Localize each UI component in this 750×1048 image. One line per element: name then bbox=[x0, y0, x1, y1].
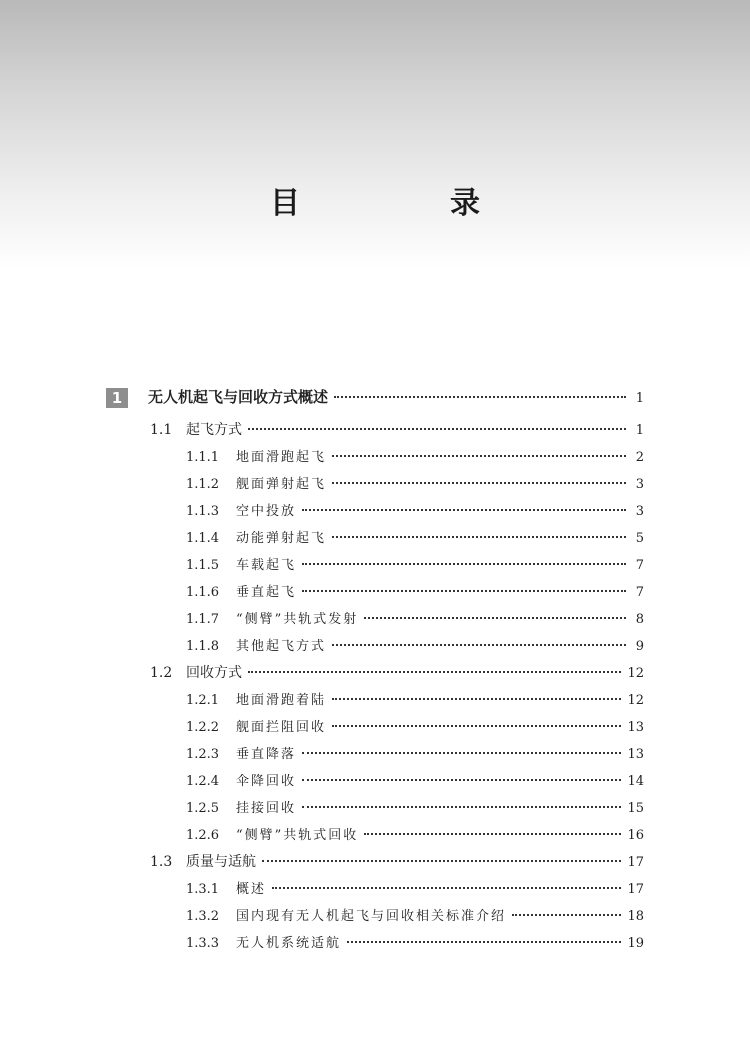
entry-title: 地面滑跑起飞 bbox=[236, 450, 327, 465]
entry-page-number: 13 bbox=[627, 747, 644, 762]
entry-title: 回收方式 bbox=[186, 665, 242, 681]
entry-title: “侧臂”共轨式回收 bbox=[236, 828, 359, 843]
toc-subsection[interactable] bbox=[186, 932, 644, 954]
entry-number: 1.1 bbox=[150, 422, 173, 438]
entry-page-number: 12 bbox=[627, 693, 644, 708]
entry-number: 1.1.6 bbox=[186, 585, 220, 600]
dot-leader bbox=[272, 887, 621, 889]
entry-number: 1.2.2 bbox=[186, 720, 220, 735]
entry-number: 1.3.1 bbox=[186, 882, 220, 897]
dot-leader bbox=[302, 806, 621, 808]
entry-title: 动能弹射起飞 bbox=[236, 531, 327, 546]
dot-leader bbox=[364, 833, 621, 835]
dot-leader bbox=[332, 482, 626, 484]
entry-number: 1.3 bbox=[150, 854, 173, 870]
entry-title: 质量与适航 bbox=[186, 854, 256, 870]
toc-subsection[interactable] bbox=[186, 554, 644, 576]
entry-page-number: 17 bbox=[627, 882, 644, 897]
dot-leader bbox=[332, 536, 626, 538]
toc-subsection[interactable] bbox=[186, 878, 644, 900]
toc-subsection[interactable] bbox=[186, 635, 644, 657]
toc-subsection[interactable] bbox=[186, 905, 644, 927]
toc-subsection[interactable] bbox=[186, 446, 644, 468]
entry-title: “侧臂”共轨式发射 bbox=[236, 612, 359, 627]
entry-title: 起飞方式 bbox=[186, 422, 242, 438]
entry-title: 无人机系统适航 bbox=[236, 936, 342, 951]
entry-title: 其他起飞方式 bbox=[236, 639, 327, 654]
entry-number: 1.1.3 bbox=[186, 504, 220, 519]
entry-page-number: 14 bbox=[627, 774, 644, 789]
entry-number: 1.1.4 bbox=[186, 531, 220, 546]
entry-number: 1.2.4 bbox=[186, 774, 220, 789]
entry-title: 垂直起飞 bbox=[236, 585, 297, 600]
entry-title: 舰面弹射起飞 bbox=[236, 477, 327, 492]
chapter-page-number: 1 bbox=[635, 391, 644, 406]
entry-title: 挂接回收 bbox=[236, 801, 297, 816]
dot-leader bbox=[512, 914, 621, 916]
toc-chapter-1[interactable] bbox=[106, 386, 644, 408]
chapter-number-badge: 1 bbox=[106, 388, 128, 408]
dot-leader bbox=[334, 396, 626, 398]
entry-title: 车载起飞 bbox=[236, 558, 297, 573]
toc-subsection[interactable] bbox=[186, 608, 644, 630]
entry-page-number: 7 bbox=[635, 585, 644, 600]
entry-number: 1.3.3 bbox=[186, 936, 220, 951]
dot-leader bbox=[248, 671, 621, 673]
toc-section[interactable] bbox=[150, 662, 644, 684]
entry-number: 1.2 bbox=[150, 665, 173, 681]
entry-number: 1.2.6 bbox=[186, 828, 220, 843]
entry-page-number: 2 bbox=[635, 450, 644, 465]
toc-subsection[interactable] bbox=[186, 716, 644, 738]
dot-leader bbox=[248, 428, 626, 430]
dot-leader bbox=[364, 617, 626, 619]
entry-number: 1.2.1 bbox=[186, 693, 220, 708]
entry-page-number: 12 bbox=[627, 666, 644, 681]
dot-leader bbox=[332, 644, 626, 646]
dot-leader bbox=[302, 509, 626, 511]
entry-number: 1.1.5 bbox=[186, 558, 220, 573]
toc-subsection[interactable] bbox=[186, 473, 644, 495]
dot-leader bbox=[302, 752, 621, 754]
dot-leader bbox=[302, 590, 626, 592]
entry-number: 1.1.1 bbox=[186, 450, 220, 465]
toc-section[interactable] bbox=[150, 851, 644, 873]
toc-subsection[interactable] bbox=[186, 689, 644, 711]
entry-title: 地面滑跑着陆 bbox=[236, 693, 327, 708]
entry-number: 1.2.5 bbox=[186, 801, 220, 816]
toc-subsection[interactable] bbox=[186, 797, 644, 819]
entry-page-number: 9 bbox=[635, 639, 644, 654]
toc-subsection[interactable] bbox=[186, 824, 644, 846]
toc-subsection[interactable] bbox=[186, 770, 644, 792]
entry-title: 舰面拦阻回收 bbox=[236, 720, 327, 735]
entry-page-number: 19 bbox=[627, 936, 644, 951]
entry-title: 垂直降落 bbox=[236, 747, 297, 762]
toc-section[interactable] bbox=[150, 419, 644, 441]
entry-number: 1.3.2 bbox=[186, 909, 220, 924]
entry-title: 国内现有无人机起飞与回收相关标准介绍 bbox=[236, 909, 507, 924]
dot-leader bbox=[332, 455, 626, 457]
entry-number: 1.1.7 bbox=[186, 612, 220, 627]
entry-page-number: 8 bbox=[635, 612, 644, 627]
chapter-title: 无人机起飞与回收方式概述 bbox=[148, 388, 329, 406]
entry-page-number: 3 bbox=[635, 504, 644, 519]
entry-page-number: 17 bbox=[627, 855, 644, 870]
dot-leader bbox=[302, 563, 626, 565]
entry-page-number: 3 bbox=[635, 477, 644, 492]
dot-leader bbox=[332, 698, 621, 700]
entry-title: 概述 bbox=[236, 882, 267, 897]
page-title: 目 录 bbox=[270, 186, 540, 221]
entry-page-number: 1 bbox=[635, 423, 644, 438]
toc-subsection[interactable] bbox=[186, 581, 644, 603]
toc-subsection[interactable] bbox=[186, 500, 644, 522]
dot-leader bbox=[347, 941, 621, 943]
dot-leader bbox=[332, 725, 621, 727]
dot-leader bbox=[262, 860, 621, 862]
dot-leader bbox=[302, 779, 621, 781]
header-gradient-band bbox=[0, 0, 750, 270]
entry-title: 伞降回收 bbox=[236, 774, 297, 789]
entry-page-number: 15 bbox=[627, 801, 644, 816]
toc-subsection[interactable] bbox=[186, 743, 644, 765]
entry-title: 空中投放 bbox=[236, 504, 297, 519]
entry-page-number: 18 bbox=[627, 909, 644, 924]
entry-number: 1.1.8 bbox=[186, 639, 220, 654]
toc-subsection[interactable] bbox=[186, 527, 644, 549]
entry-number: 1.2.3 bbox=[186, 747, 220, 762]
entry-number: 1.1.2 bbox=[186, 477, 220, 492]
entry-page-number: 16 bbox=[627, 828, 644, 843]
entry-page-number: 7 bbox=[635, 558, 644, 573]
entry-page-number: 5 bbox=[635, 531, 644, 546]
entry-page-number: 13 bbox=[627, 720, 644, 735]
